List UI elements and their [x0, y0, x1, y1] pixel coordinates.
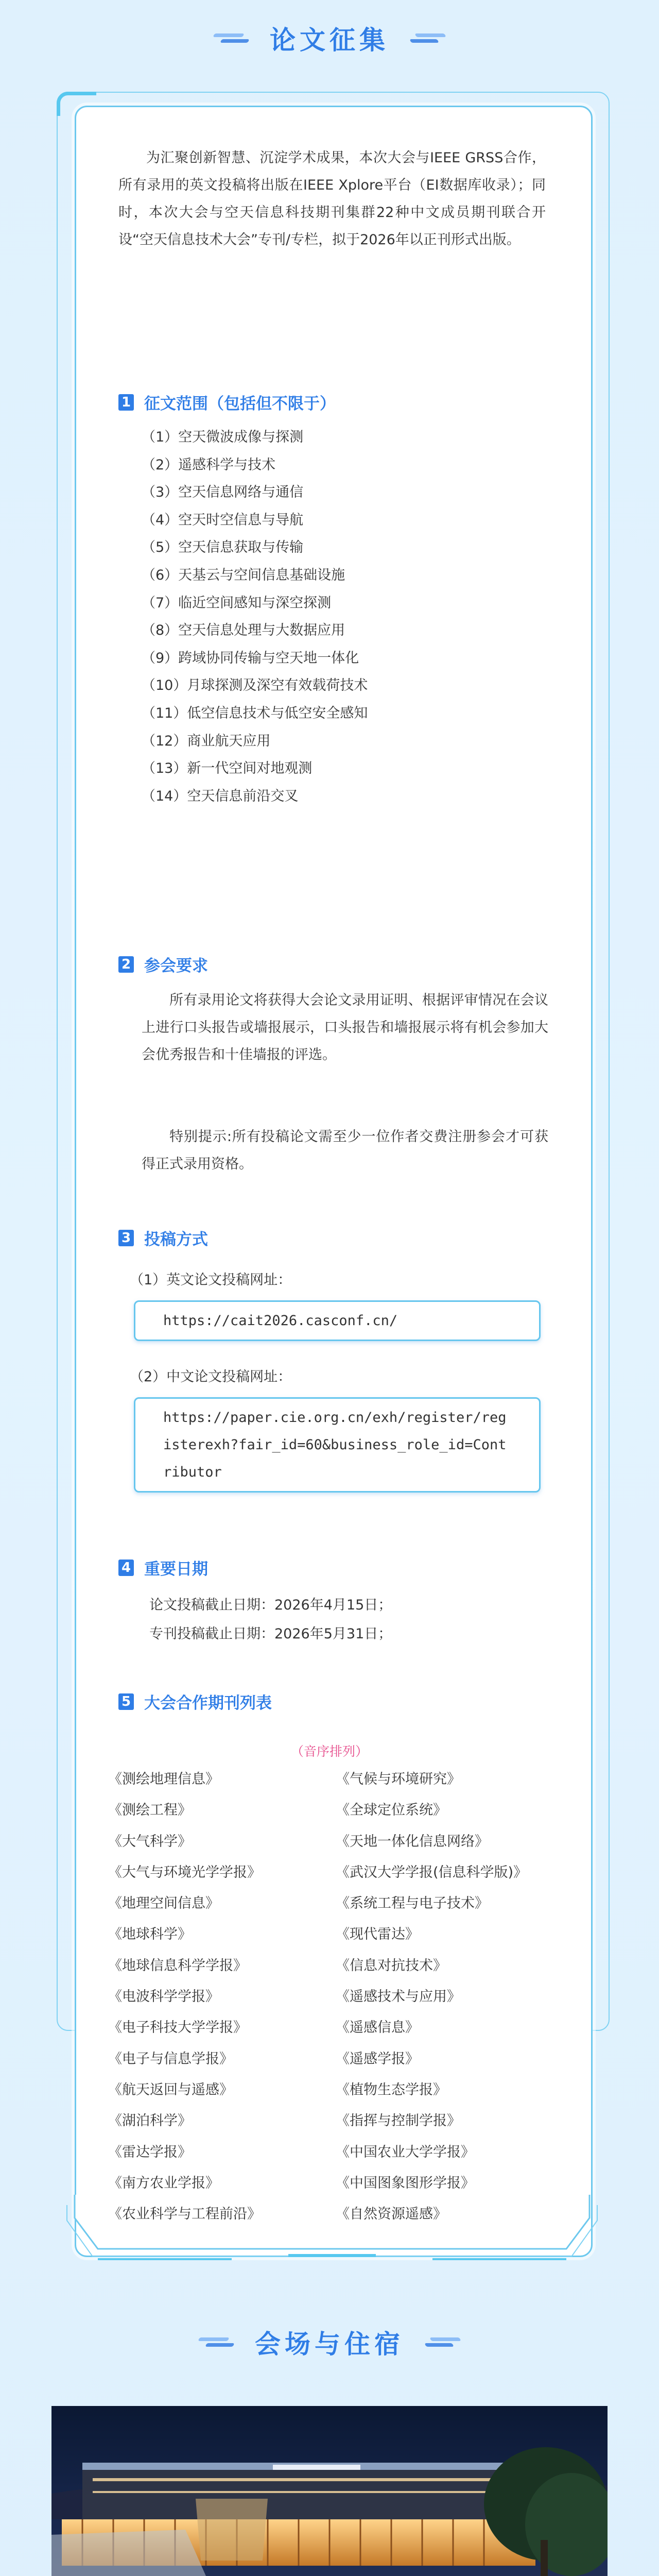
section-number-badge: 5 — [118, 1693, 134, 1710]
journal-item: 《大气与环境光学学报》 — [108, 1864, 261, 1880]
topic-item: （2）遥感科学与技术 — [142, 456, 276, 473]
journal-item: 《测绘地理信息》 — [108, 1771, 219, 1787]
journal-item: 《航天返回与遥感》 — [108, 2081, 233, 2098]
section-heading: 论文征集 — [270, 25, 389, 55]
topic-item: （3）空天信息网络与通信 — [142, 484, 304, 501]
journal-item: 《遥感信息》 — [336, 2020, 419, 2036]
journal-item: 《电波科学学报》 — [108, 1989, 219, 2005]
dates-heading — [118, 1556, 208, 1579]
title-decoration-right — [422, 2335, 460, 2349]
journal-item: 《电子与信息学报》 — [108, 2050, 233, 2067]
journal-item: 《武汉大学学报(信息科学版)》 — [336, 1864, 528, 1880]
topic-item: （5）空天信息获取与传输 — [142, 539, 304, 556]
journal-item: 《地理空间信息》 — [108, 1895, 219, 1912]
venue-photo — [51, 2406, 608, 2576]
journals-column-right — [336, 1764, 527, 2230]
english-submission-url[interactable]: https://cait2026.casconf.cn/ — [134, 1300, 541, 1341]
journal-item: 《植物生态学报》 — [336, 2081, 447, 2098]
journal-item: 《遥感学报》 — [336, 2050, 419, 2067]
journal-item: 《雷达学报》 — [108, 2144, 192, 2160]
journals-heading-text: 大会合作期刊列表 — [144, 1694, 272, 1713]
journal-item: 《中国农业大学学报》 — [336, 2144, 475, 2160]
section-number-badge: 1 — [118, 394, 134, 411]
journal-item: 《湖泊科学》 — [108, 2113, 192, 2129]
journal-item: 《地球信息科学学报》 — [108, 1957, 247, 1974]
paper-deadline: 论文投稿截止日期：2026年4月15日； — [149, 1597, 392, 1613]
section-title-venue — [0, 2324, 659, 2361]
title-decoration-left — [214, 31, 252, 45]
topics-heading-text: 征文范围（包括但不限于） — [144, 395, 336, 413]
topic-item: （6）天基云与空间信息基础设施 — [142, 567, 345, 583]
journal-item: 《电子科技大学学报》 — [108, 2020, 247, 2036]
requirements-heading-text: 参会要求 — [144, 957, 208, 975]
topic-item: （14）空天信息前沿交叉 — [142, 788, 299, 804]
topic-item: （9）跨域协同传输与空天地一体化 — [142, 650, 359, 666]
journal-item: 《农业科学与工程前沿》 — [108, 2206, 261, 2223]
requirements-note: 特别提示:所有投稿论文需至少一位作者交费注册参会才可获得正式录用资格。 — [142, 1129, 548, 1172]
special-issue-deadline: 专刊投稿截止日期：2026年5月31日； — [149, 1626, 392, 1642]
journal-item: 《遥感技术与应用》 — [336, 1989, 461, 2005]
journals-column-left — [108, 1764, 261, 2230]
journal-item: 《地球科学》 — [108, 1926, 192, 1943]
journal-item: 《气候与环境研究》 — [336, 1771, 461, 1787]
journal-item: 《自然资源遥感》 — [336, 2206, 447, 2223]
topic-item: （1）空天微波成像与探测 — [142, 429, 304, 445]
important-dates — [149, 1591, 392, 1649]
journals-heading — [118, 1690, 272, 1713]
section-number-badge: 2 — [118, 956, 134, 973]
journal-item: 《南方农业学报》 — [108, 2175, 219, 2191]
journal-item: 《系统工程与电子技术》 — [336, 1895, 489, 1912]
section-number-badge: 4 — [118, 1560, 134, 1576]
title-decoration-right — [407, 31, 445, 45]
topic-item: （7）临近空间感知与深空探测 — [142, 595, 332, 611]
section-title-papers — [0, 20, 659, 57]
dates-heading-text: 重要日期 — [144, 1560, 208, 1579]
requirements-heading — [118, 953, 208, 976]
chinese-submission-url[interactable]: https://paper.cie.org.cn/exh/register/registerexh?fair_id=60&business_role_id=Contributor — [134, 1397, 541, 1493]
submission-heading-text: 投稿方式 — [144, 1230, 208, 1249]
topic-item: （4）空天时空信息与导航 — [142, 512, 304, 528]
section-heading: 会场与住宿 — [255, 2329, 404, 2359]
journal-item: 《信息对抗技术》 — [336, 1957, 447, 1974]
journals-order-note: （音序排列） — [290, 1744, 368, 1759]
journal-item: 《测绘工程》 — [108, 1802, 192, 1819]
topic-item: （12）商业航天应用 — [142, 733, 271, 749]
topics-heading — [118, 391, 336, 414]
journal-item: 《中国图象图形学报》 — [336, 2175, 475, 2191]
journal-item: 《全球定位系统》 — [336, 1802, 447, 1819]
topic-item: （8）空天信息处理与大数据应用 — [142, 622, 345, 639]
topic-item: （13）新一代空间对地观测 — [142, 760, 313, 777]
journal-item: 《现代雷达》 — [336, 1926, 419, 1943]
journal-item: 《天地一体化信息网络》 — [336, 1833, 489, 1850]
journal-item: 《指挥与控制学报》 — [336, 2113, 461, 2129]
topic-item: （10）月球探测及深空有效载荷技术 — [142, 677, 368, 694]
submission-heading — [118, 1226, 208, 1249]
section-number-badge: 3 — [118, 1230, 134, 1246]
english-submission-label: （1）英文论文投稿网址： — [130, 1272, 292, 1288]
topic-item: （11）低空信息技术与低空安全感知 — [142, 705, 368, 721]
journal-item: 《大气科学》 — [108, 1833, 192, 1850]
requirements-paragraph: 所有录用论文将获得大会论文录用证明、根据评审情况在会议上进行口头报告或墙报展示，口头报告和墙报展示将有机会参加大会优秀报告和十佳墙报的评选。 — [142, 992, 548, 1063]
chinese-submission-label: （2）中文论文投稿网址： — [130, 1369, 292, 1385]
topics-list — [142, 423, 368, 810]
title-decoration-left — [199, 2335, 237, 2349]
intro-paragraph: 为汇聚创新智慧、沉淀学术成果，本次大会与IEEE GRSS合作，所有录用的英文投稿将出版在IEEE Xplore平台（EI数据库收录）；同时，本次大会与空天信息科技期刊集群22种中文成员期刊联合开设“空天信息技术大会”专刊/专栏，拟于2026年以正刊形式出版。 — [118, 150, 546, 248]
